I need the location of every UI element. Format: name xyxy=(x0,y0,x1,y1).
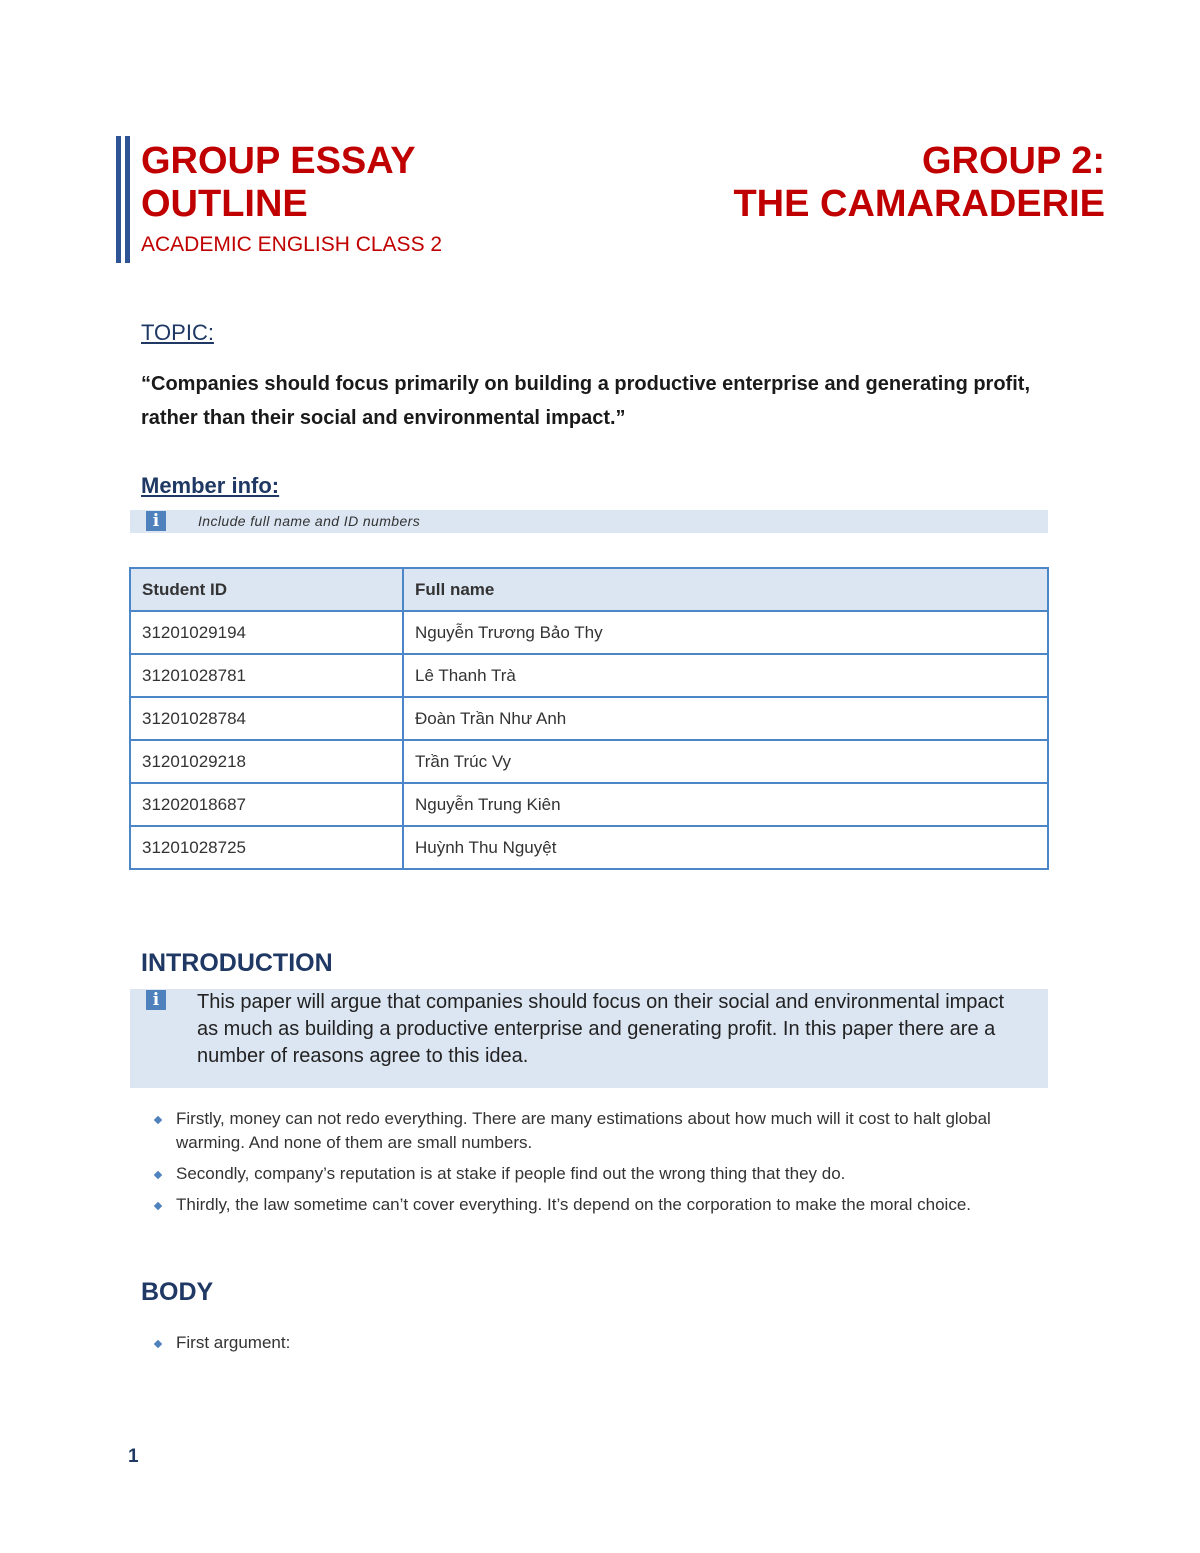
student-id-cell: 31201029218 xyxy=(130,740,403,783)
body-heading: BODY xyxy=(141,1278,214,1306)
full-name-cell: Nguyễn Trương Bảo Thy xyxy=(403,611,1048,654)
table-row xyxy=(130,697,1048,740)
header-accent-bar-outer xyxy=(116,136,121,263)
student-id-cell: 31201028781 xyxy=(130,654,403,697)
table-row xyxy=(130,740,1048,783)
group-name xyxy=(733,140,1105,226)
member-table xyxy=(129,567,1049,870)
column-header-full-name: Full name xyxy=(403,568,1048,611)
info-icon: i xyxy=(146,511,166,531)
introduction-heading: INTRODUCTION xyxy=(141,949,333,977)
list-item xyxy=(153,1193,1053,1217)
group-name-line1: GROUP 2: xyxy=(921,140,1105,182)
bullet-diamond-icon xyxy=(154,1202,162,1210)
introduction-summary-band xyxy=(130,989,1048,1088)
student-id-cell: 31202018687 xyxy=(130,783,403,826)
member-info-hint: Include full name and ID numbers xyxy=(198,513,421,529)
member-info-hint-band xyxy=(130,510,1048,533)
table-row xyxy=(130,654,1048,697)
document-title-line1: GROUP ESSAY xyxy=(141,140,416,182)
column-header-student-id: Student ID xyxy=(130,568,403,611)
full-name-cell: Huỳnh Thu Nguyệt xyxy=(403,826,1048,869)
full-name-cell: Trần Trúc Vy xyxy=(403,740,1048,783)
list-item-text: Thirdly, the law sometime can’t cover everything. It’s depend on the corporation to make the moral choice. xyxy=(176,1195,971,1214)
table-row xyxy=(130,826,1048,869)
list-item-text: Firstly, money can not redo everything. There are many estimations about how much will it cost to halt global warming. And none of them are small numbers. xyxy=(176,1109,991,1152)
header-accent-bar-inner xyxy=(125,136,130,263)
table-row xyxy=(130,783,1048,826)
student-id-cell: 31201028725 xyxy=(130,826,403,869)
full-name-cell: Lê Thanh Trà xyxy=(403,654,1048,697)
bullet-diamond-icon xyxy=(154,1340,162,1348)
member-info-label: Member info: xyxy=(141,473,280,498)
topic-label: TOPIC: xyxy=(141,320,214,345)
introduction-summary: This paper will argue that companies should focus on their social and environmental impact as much as building a productive enterprise and generating profit. In this paper there are a number of reasons agree to this idea. xyxy=(197,991,1005,1067)
document-subtitle: ACADEMIC ENGLISH CLASS 2 xyxy=(141,233,443,256)
document-title-line2: OUTLINE xyxy=(141,183,308,225)
info-icon: i xyxy=(146,990,166,1010)
document-title xyxy=(141,140,501,226)
student-id-cell: 31201028784 xyxy=(130,697,403,740)
list-item-text: First argument: xyxy=(176,1333,291,1352)
list-item xyxy=(153,1162,1053,1186)
group-name-line2: THE CAMARADERIE xyxy=(733,183,1105,225)
list-item xyxy=(153,1107,1053,1155)
topic-statement: “Companies should focus primarily on building a productive enterprise and generating profit, rather than their social and environmental impact.” xyxy=(141,373,1030,429)
full-name-cell: Nguyễn Trung Kiên xyxy=(403,783,1048,826)
list-item xyxy=(153,1331,1053,1355)
full-name-cell: Đoàn Trần Như Anh xyxy=(403,697,1048,740)
bullet-diamond-icon xyxy=(154,1116,162,1124)
table-row xyxy=(130,611,1048,654)
body-bullet-list xyxy=(153,1331,1053,1362)
page-number: 1 xyxy=(128,1446,139,1467)
table-header-row xyxy=(130,568,1048,611)
introduction-bullet-list xyxy=(153,1107,1053,1224)
list-item-text: Secondly, company’s reputation is at stake if people find out the wrong thing that they do. xyxy=(176,1164,846,1183)
bullet-diamond-icon xyxy=(154,1171,162,1179)
student-id-cell: 31201029194 xyxy=(130,611,403,654)
